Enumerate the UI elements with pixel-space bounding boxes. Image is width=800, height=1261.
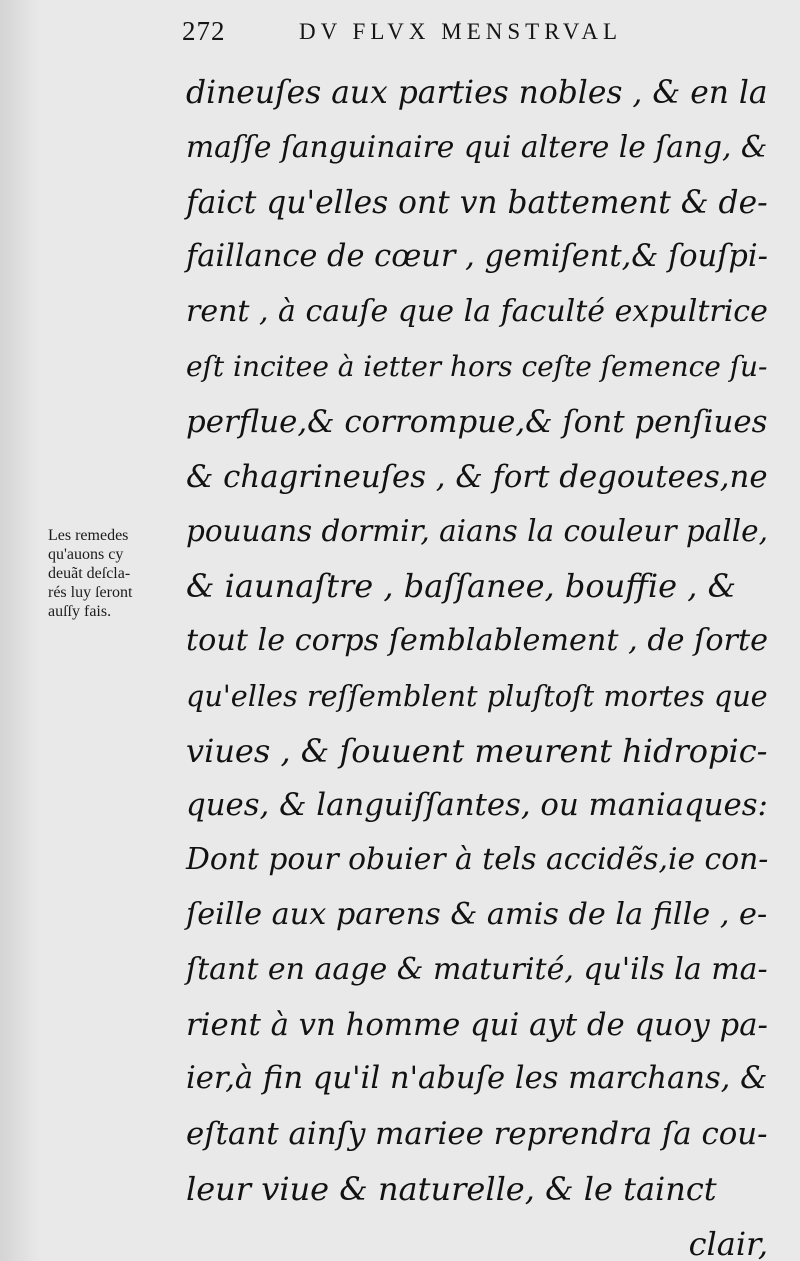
text-line: Dont pour obuier à tels accidẽs,ie con- — [186, 842, 769, 878]
text-line: eſt incitee à ietter hors ceſte ſemence ſu- — [186, 349, 768, 383]
text-line: ques, & languiſſantes, ou maniaques: — [186, 787, 768, 824]
text-line: ſeille aux parens & amis de la fille , e- — [186, 896, 768, 932]
margin-note-line: qu'auons cy — [48, 546, 124, 563]
text-line: & iaunaſtre , baſſanee, bouffie , & — [186, 567, 737, 606]
text-line: ſtant en aage & maturité, qu'ils la ma- — [186, 951, 768, 987]
text-line: faillance de cœur , gemiſent,& ſouſpi- — [186, 239, 768, 275]
text-line: ier,à fin qu'il n'abuſe les marchans, & — [186, 1061, 768, 1097]
margin-note-line: rés luy ſeront — [48, 584, 133, 601]
page-header — [182, 14, 762, 54]
text-line: rent , à cauſe que la faculté expultrice — [186, 294, 768, 330]
text-line: qu'elles reſſemblent pluſtoſt mortes que — [186, 678, 768, 713]
text-line: maſſe ſanguinaire qui altere le ſang, & — [186, 129, 768, 165]
page-number: 272 — [182, 16, 226, 46]
text-line: pouuans dormir, aians la couleur palle, — [186, 514, 768, 549]
text-line: tout le corps ſemblablement , de ſorte — [186, 622, 769, 658]
margin-note-line: deuãt deſcla- — [48, 565, 131, 582]
text-line: leur viue & naturelle, & le tainct — [186, 1169, 717, 1208]
text-line: dineuſes aux parties nobles , & en la — [186, 75, 768, 111]
body-text — [186, 66, 768, 1261]
text-line: perflue,& corrompue,& ſont penſiues — [186, 403, 768, 440]
text-line: eſtant ainſy mariee reprendra ſa cou- — [186, 1116, 768, 1153]
running-title: DV FLVX MENSTRVAL — [299, 19, 623, 44]
text-line: viues , & ſouuent meurent hidropic- — [186, 731, 768, 770]
margin-note — [48, 526, 178, 621]
text-line: rient à vn homme qui ayt de quoy pa- — [186, 1006, 768, 1043]
margin-note-line: Les remedes — [48, 527, 129, 544]
text-line: faict qu'elles ont vn battement & de- — [186, 184, 768, 221]
text-line: clair, — [688, 1224, 768, 1261]
text-line: & chagrineuſes , & fort degoutees,ne — [186, 458, 768, 495]
margin-note-line: auſſy fais. — [48, 603, 112, 620]
